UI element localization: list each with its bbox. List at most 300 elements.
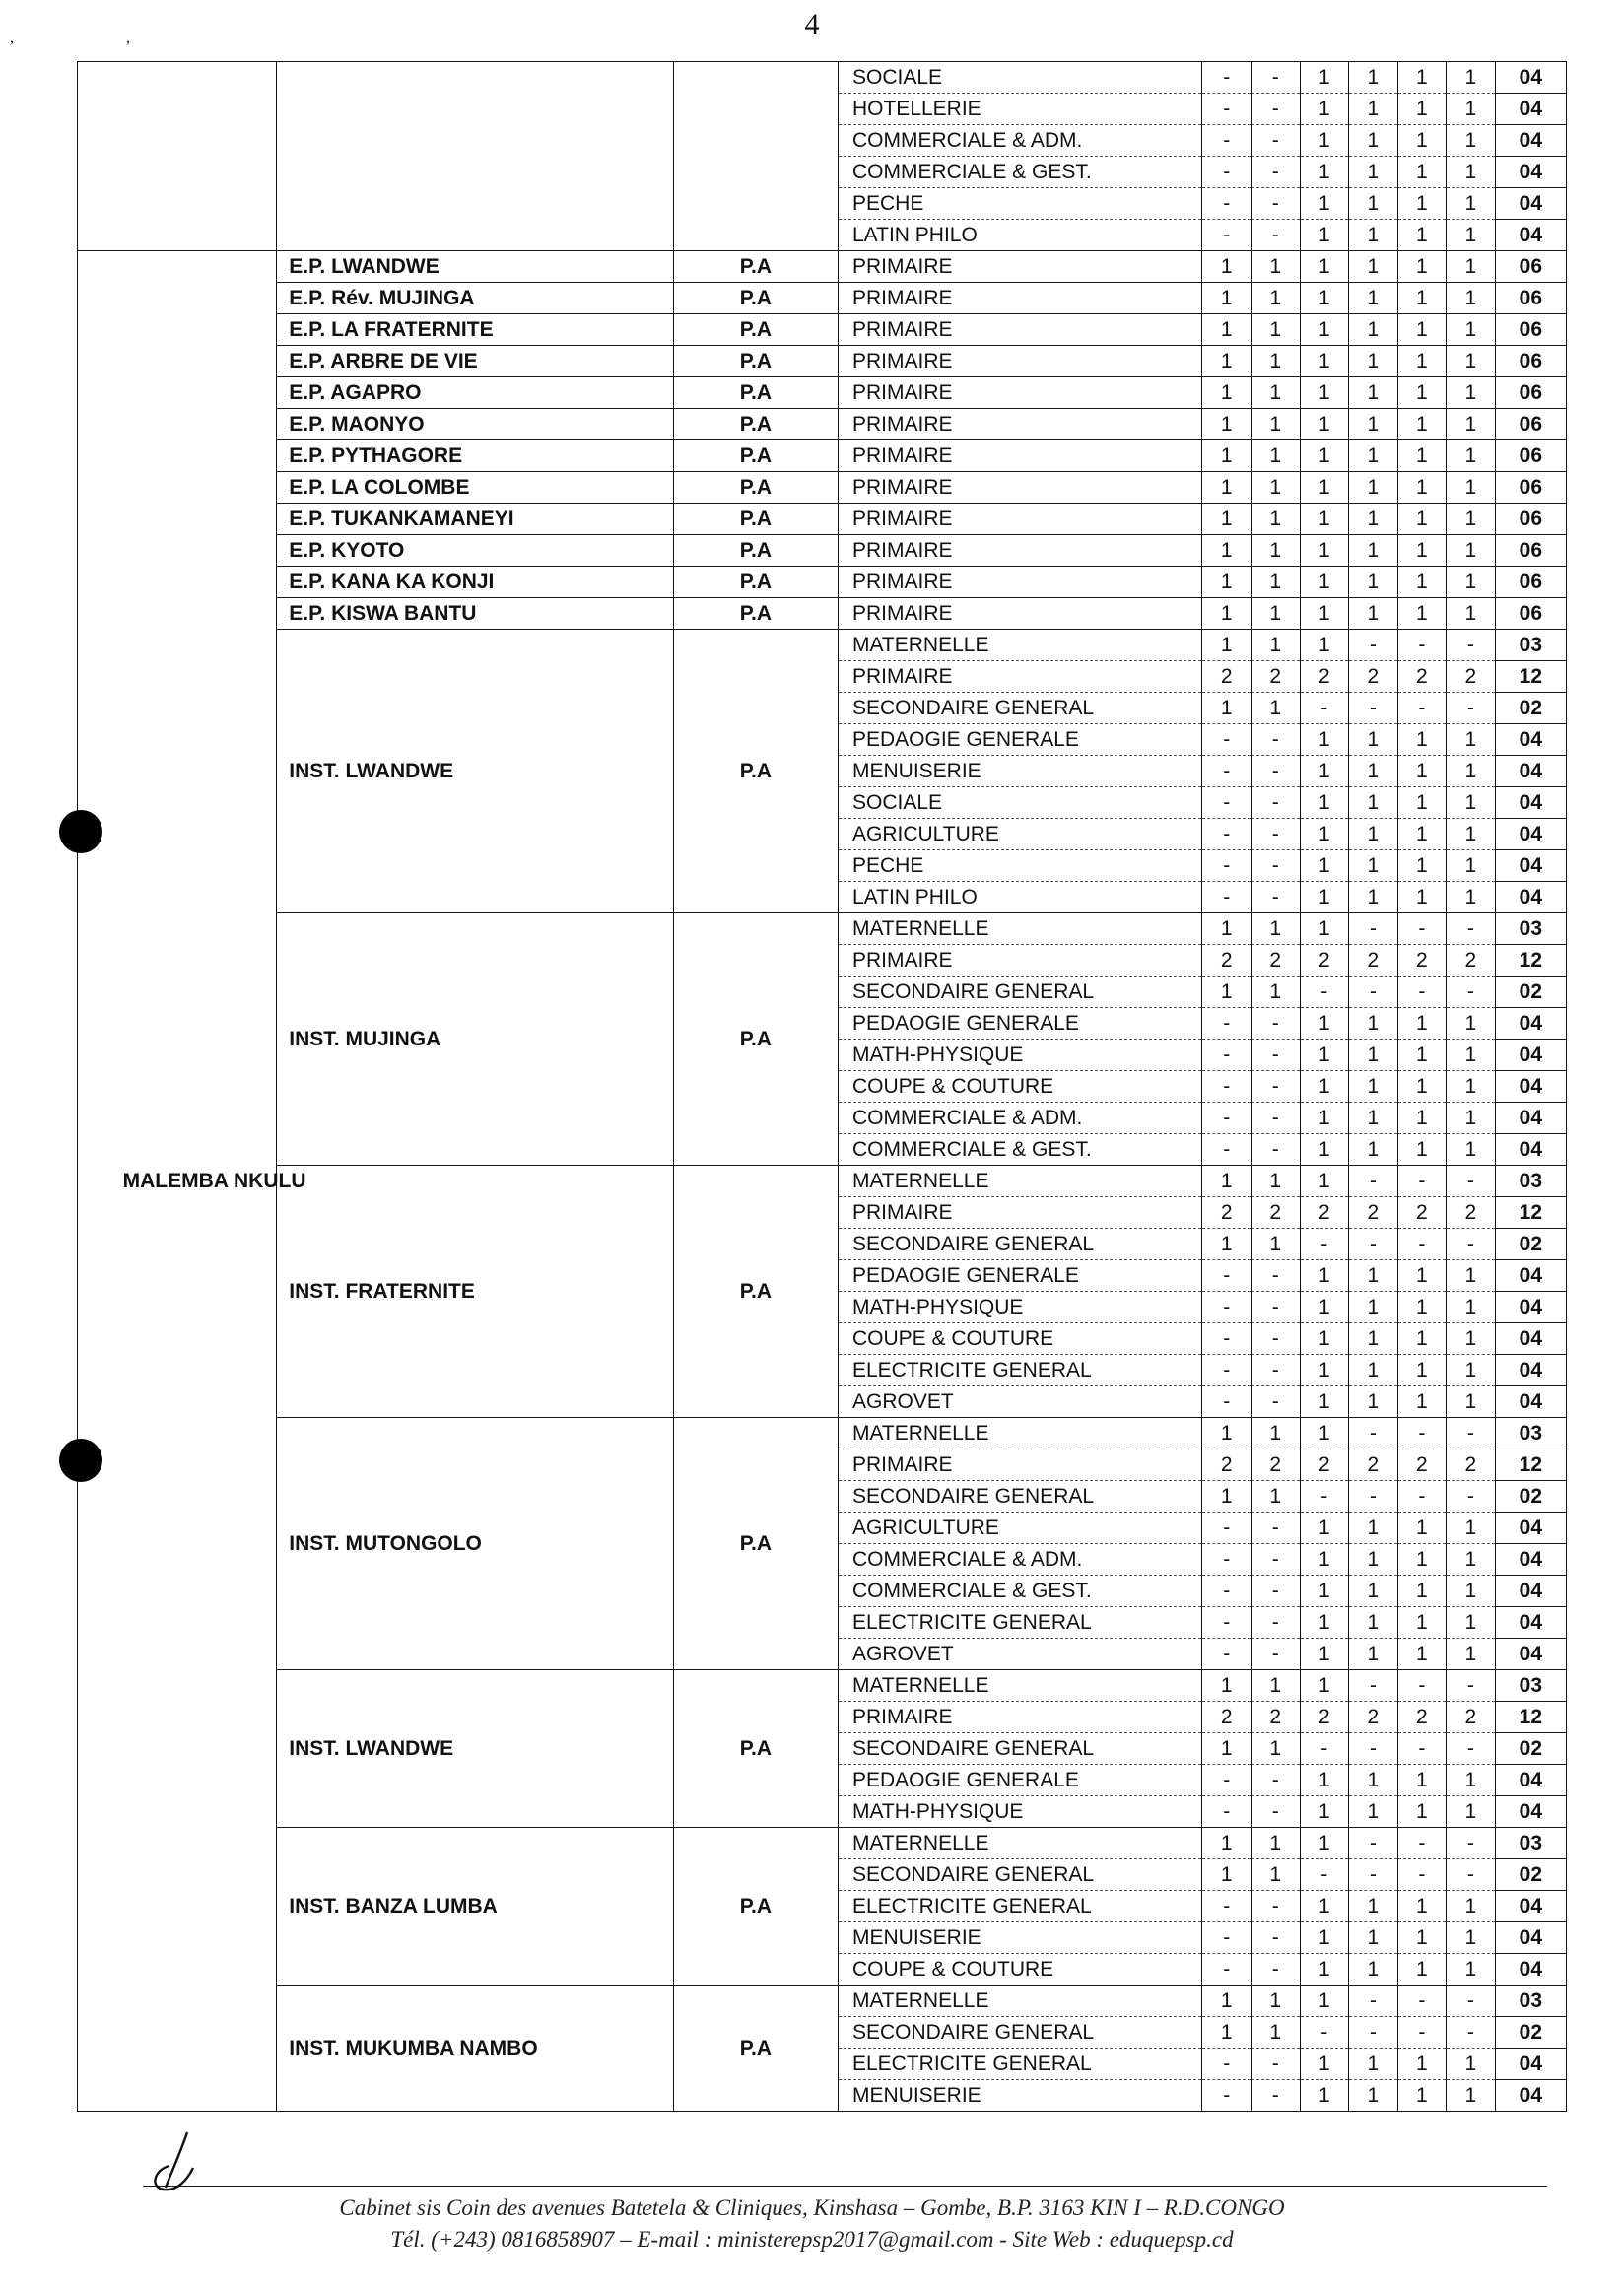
- class-count-6: 1: [1447, 1544, 1496, 1576]
- class-count-1: 1: [1202, 472, 1252, 504]
- class-count-6: -: [1447, 977, 1496, 1008]
- class-count-6: -: [1447, 1828, 1496, 1859]
- class-count-1: -: [1202, 1922, 1252, 1954]
- class-count-5: 2: [1397, 1702, 1447, 1733]
- regime-code: P.A: [673, 567, 838, 598]
- class-count-5: 1: [1397, 1260, 1447, 1292]
- class-count-2: -: [1252, 1922, 1301, 1954]
- class-count-5: 1: [1397, 819, 1447, 850]
- class-count-1: 1: [1202, 504, 1252, 535]
- class-count-5: 1: [1397, 850, 1447, 882]
- class-count-2: -: [1252, 1954, 1301, 1986]
- class-count-4: 2: [1349, 1702, 1398, 1733]
- school-name: E.P. KYOTO: [277, 535, 674, 567]
- option-name: PRIMAIRE: [838, 598, 1201, 630]
- school-name: INST. BANZA LUMBA: [277, 1828, 674, 1986]
- class-count-4: -: [1349, 693, 1398, 724]
- row-total: 12: [1495, 1449, 1566, 1481]
- class-count-3: 1: [1300, 314, 1349, 346]
- class-count-6: 1: [1447, 1071, 1496, 1103]
- row-total: 04: [1495, 1922, 1566, 1954]
- class-count-1: -: [1202, 1103, 1252, 1134]
- class-count-2: 1: [1252, 1670, 1301, 1702]
- class-count-5: 1: [1397, 2080, 1447, 2112]
- class-count-2: 1: [1252, 1828, 1301, 1859]
- school-name: E.P. KANA KA KONJI: [277, 567, 674, 598]
- class-count-2: 1: [1252, 472, 1301, 504]
- class-count-5: -: [1397, 1166, 1447, 1197]
- class-count-5: 1: [1397, 504, 1447, 535]
- class-count-2: 1: [1252, 1986, 1301, 2017]
- class-count-2: 2: [1252, 1449, 1301, 1481]
- row-total: 04: [1495, 756, 1566, 787]
- class-count-4: 1: [1349, 1796, 1398, 1828]
- row-total: 06: [1495, 283, 1566, 314]
- class-count-2: -: [1252, 850, 1301, 882]
- table-row: [78, 1670, 1567, 1702]
- class-count-4: 1: [1349, 1765, 1398, 1796]
- class-count-3: 1: [1300, 283, 1349, 314]
- regime-code: P.A: [673, 1670, 838, 1828]
- class-count-3: 1: [1300, 2049, 1349, 2080]
- class-count-3: 2: [1300, 945, 1349, 977]
- row-total: 04: [1495, 1607, 1566, 1639]
- school-name: INST. LWANDWE: [277, 630, 674, 913]
- class-count-3: -: [1300, 2017, 1349, 2049]
- row-total: 06: [1495, 504, 1566, 535]
- class-count-1: -: [1202, 1639, 1252, 1670]
- class-count-5: 1: [1397, 1513, 1447, 1544]
- class-count-5: -: [1397, 1859, 1447, 1891]
- regime-code: P.A: [673, 1418, 838, 1670]
- table-row: [78, 535, 1567, 567]
- class-count-4: -: [1349, 1481, 1398, 1513]
- table-row: [78, 314, 1567, 346]
- school-name: E.P. LA FRATERNITE: [277, 314, 674, 346]
- location-cell-empty: [78, 62, 277, 251]
- class-count-2: 1: [1252, 567, 1301, 598]
- row-total: 04: [1495, 220, 1566, 251]
- class-count-4: 1: [1349, 1544, 1398, 1576]
- option-name: MATERNELLE: [838, 630, 1201, 661]
- class-count-1: -: [1202, 1355, 1252, 1386]
- regime-code: P.A: [673, 1828, 838, 1986]
- row-total: 04: [1495, 1355, 1566, 1386]
- option-name: MATH-PHYSIQUE: [838, 1292, 1201, 1323]
- class-count-1: 1: [1202, 567, 1252, 598]
- regime-code: P.A: [673, 440, 838, 472]
- class-count-6: 2: [1447, 1197, 1496, 1229]
- row-total: 04: [1495, 1134, 1566, 1166]
- option-name: MENUISERIE: [838, 756, 1201, 787]
- class-count-4: 1: [1349, 1922, 1398, 1954]
- option-name: PRIMAIRE: [838, 377, 1201, 409]
- class-count-1: 1: [1202, 1828, 1252, 1859]
- class-count-3: 2: [1300, 1449, 1349, 1481]
- regime-code: P.A: [673, 913, 838, 1166]
- row-total: 04: [1495, 1544, 1566, 1576]
- table-row: [78, 251, 1567, 283]
- class-count-3: 1: [1300, 1355, 1349, 1386]
- class-count-4: 1: [1349, 850, 1398, 882]
- class-count-3: 1: [1300, 913, 1349, 945]
- option-name: COUPE & COUTURE: [838, 1071, 1201, 1103]
- class-count-5: 1: [1397, 598, 1447, 630]
- class-count-6: 1: [1447, 377, 1496, 409]
- class-count-1: 1: [1202, 1481, 1252, 1513]
- option-name: PRIMAIRE: [838, 1702, 1201, 1733]
- class-count-5: 1: [1397, 157, 1447, 188]
- class-count-1: -: [1202, 1292, 1252, 1323]
- class-count-2: -: [1252, 1071, 1301, 1103]
- class-count-3: -: [1300, 1481, 1349, 1513]
- row-total: 06: [1495, 567, 1566, 598]
- class-count-1: 1: [1202, 1986, 1252, 2017]
- option-name: COMMERCIALE & ADM.: [838, 1103, 1201, 1134]
- class-count-5: 1: [1397, 1922, 1447, 1954]
- row-total: 04: [1495, 1891, 1566, 1922]
- class-count-1: 2: [1202, 1197, 1252, 1229]
- class-count-4: 1: [1349, 1355, 1398, 1386]
- class-count-3: -: [1300, 1733, 1349, 1765]
- class-count-5: -: [1397, 1481, 1447, 1513]
- class-count-4: 1: [1349, 882, 1398, 913]
- class-count-4: 1: [1349, 567, 1398, 598]
- class-count-1: -: [1202, 882, 1252, 913]
- class-count-1: -: [1202, 1765, 1252, 1796]
- class-count-3: 1: [1300, 1260, 1349, 1292]
- class-count-5: -: [1397, 2017, 1447, 2049]
- class-count-2: 1: [1252, 283, 1301, 314]
- row-total: 12: [1495, 1702, 1566, 1733]
- class-count-2: -: [1252, 787, 1301, 819]
- schools-table: [77, 61, 1567, 2112]
- school-name: INST. LWANDWE: [277, 1670, 674, 1828]
- class-count-3: -: [1300, 977, 1349, 1008]
- class-count-2: 1: [1252, 251, 1301, 283]
- class-count-2: -: [1252, 1639, 1301, 1670]
- class-count-6: -: [1447, 1481, 1496, 1513]
- class-count-2: -: [1252, 94, 1301, 125]
- class-count-3: 1: [1300, 756, 1349, 787]
- option-name: AGRICULTURE: [838, 819, 1201, 850]
- class-count-6: 1: [1447, 1386, 1496, 1418]
- class-count-2: 2: [1252, 661, 1301, 693]
- class-count-4: 1: [1349, 787, 1398, 819]
- class-count-2: 1: [1252, 1418, 1301, 1449]
- class-count-5: 1: [1397, 125, 1447, 157]
- option-name: MATERNELLE: [838, 1670, 1201, 1702]
- table-row: [78, 346, 1567, 377]
- option-name: PRIMAIRE: [838, 1197, 1201, 1229]
- class-count-6: 1: [1447, 314, 1496, 346]
- class-count-3: 1: [1300, 62, 1349, 94]
- option-name: MATERNELLE: [838, 1166, 1201, 1197]
- class-count-4: 1: [1349, 1576, 1398, 1607]
- footer-contact: Tél. (+243) 0816858907 – E-mail : ministerepsp2017@gmail.com - Site Web : eduquepsp.cd: [390, 2227, 1234, 2252]
- class-count-5: 1: [1397, 1386, 1447, 1418]
- class-count-4: 1: [1349, 1071, 1398, 1103]
- class-count-6: 1: [1447, 535, 1496, 567]
- class-count-2: 1: [1252, 977, 1301, 1008]
- class-count-6: 1: [1447, 346, 1496, 377]
- class-count-5: -: [1397, 1418, 1447, 1449]
- option-name: PEDAOGIE GENERALE: [838, 1008, 1201, 1040]
- school-name: E.P. LA COLOMBE: [277, 472, 674, 504]
- class-count-3: 1: [1300, 220, 1349, 251]
- class-count-4: 1: [1349, 346, 1398, 377]
- class-count-5: 1: [1397, 314, 1447, 346]
- class-count-6: 1: [1447, 1260, 1496, 1292]
- class-count-4: 1: [1349, 1639, 1398, 1670]
- school-name: E.P. MAONYO: [277, 409, 674, 440]
- class-count-4: 1: [1349, 598, 1398, 630]
- class-count-6: 1: [1447, 1355, 1496, 1386]
- class-count-1: -: [1202, 1134, 1252, 1166]
- class-count-4: 2: [1349, 1449, 1398, 1481]
- option-name: SECONDAIRE GENERAL: [838, 2017, 1201, 2049]
- class-count-2: 1: [1252, 1229, 1301, 1260]
- class-count-1: -: [1202, 850, 1252, 882]
- class-count-3: 1: [1300, 1607, 1349, 1639]
- class-count-1: 1: [1202, 346, 1252, 377]
- class-count-6: 1: [1447, 1134, 1496, 1166]
- class-count-3: 1: [1300, 1386, 1349, 1418]
- class-count-1: 1: [1202, 535, 1252, 567]
- class-count-1: -: [1202, 94, 1252, 125]
- option-name: MENUISERIE: [838, 2080, 1201, 2112]
- class-count-5: 2: [1397, 1197, 1447, 1229]
- class-count-5: 1: [1397, 220, 1447, 251]
- class-count-3: 1: [1300, 1639, 1349, 1670]
- row-total: 04: [1495, 724, 1566, 756]
- class-count-2: 2: [1252, 945, 1301, 977]
- row-total: 06: [1495, 472, 1566, 504]
- row-total: 04: [1495, 819, 1566, 850]
- class-count-2: -: [1252, 62, 1301, 94]
- class-count-1: -: [1202, 1008, 1252, 1040]
- class-count-3: 1: [1300, 377, 1349, 409]
- row-total: 06: [1495, 251, 1566, 283]
- regime-code: P.A: [673, 346, 838, 377]
- page-number: 4: [804, 8, 820, 40]
- class-count-3: 1: [1300, 1544, 1349, 1576]
- class-count-2: -: [1252, 220, 1301, 251]
- table-row: [78, 1828, 1567, 1859]
- option-name: MATERNELLE: [838, 1828, 1201, 1859]
- class-count-5: 1: [1397, 1891, 1447, 1922]
- class-count-6: -: [1447, 1986, 1496, 2017]
- class-count-5: -: [1397, 630, 1447, 661]
- class-count-3: 1: [1300, 1292, 1349, 1323]
- option-name: SECONDAIRE GENERAL: [838, 977, 1201, 1008]
- class-count-5: 1: [1397, 62, 1447, 94]
- class-count-6: 1: [1447, 157, 1496, 188]
- class-count-2: -: [1252, 1796, 1301, 1828]
- school-name: INST. MUJINGA: [277, 913, 674, 1166]
- class-count-4: -: [1349, 630, 1398, 661]
- row-total: 04: [1495, 188, 1566, 220]
- class-count-1: 1: [1202, 377, 1252, 409]
- class-count-3: 1: [1300, 1765, 1349, 1796]
- class-count-1: -: [1202, 1513, 1252, 1544]
- option-name: COMMERCIALE & ADM.: [838, 1544, 1201, 1576]
- class-count-6: 1: [1447, 882, 1496, 913]
- class-count-1: 2: [1202, 945, 1252, 977]
- class-count-5: 1: [1397, 1071, 1447, 1103]
- row-total: 02: [1495, 977, 1566, 1008]
- row-total: 04: [1495, 1040, 1566, 1071]
- class-count-5: 1: [1397, 1796, 1447, 1828]
- option-name: SOCIALE: [838, 787, 1201, 819]
- class-count-3: 1: [1300, 1103, 1349, 1134]
- class-count-6: 1: [1447, 1954, 1496, 1986]
- class-count-6: 1: [1447, 819, 1496, 850]
- row-total: 06: [1495, 409, 1566, 440]
- class-count-4: -: [1349, 1986, 1398, 2017]
- class-count-1: -: [1202, 1891, 1252, 1922]
- class-count-4: -: [1349, 977, 1398, 1008]
- class-count-4: -: [1349, 1166, 1398, 1197]
- option-name: COMMERCIALE & GEST.: [838, 1576, 1201, 1607]
- class-count-4: 1: [1349, 756, 1398, 787]
- option-name: COMMERCIALE & GEST.: [838, 157, 1201, 188]
- row-total: 04: [1495, 850, 1566, 882]
- class-count-6: 1: [1447, 440, 1496, 472]
- row-total: 04: [1495, 1103, 1566, 1134]
- row-total: 04: [1495, 787, 1566, 819]
- option-name: HOTELLERIE: [838, 94, 1201, 125]
- row-total: 02: [1495, 1733, 1566, 1765]
- class-count-3: 1: [1300, 535, 1349, 567]
- row-total: 06: [1495, 346, 1566, 377]
- class-count-1: 1: [1202, 1859, 1252, 1891]
- class-count-1: -: [1202, 756, 1252, 787]
- row-total: 04: [1495, 1260, 1566, 1292]
- table-row: [78, 1418, 1567, 1449]
- class-count-5: 1: [1397, 567, 1447, 598]
- option-name: MATERNELLE: [838, 913, 1201, 945]
- class-count-6: 1: [1447, 1765, 1496, 1796]
- class-count-3: 1: [1300, 94, 1349, 125]
- class-count-3: 1: [1300, 157, 1349, 188]
- row-total: 03: [1495, 630, 1566, 661]
- table-row: [78, 504, 1567, 535]
- class-count-4: 2: [1349, 1197, 1398, 1229]
- class-count-2: -: [1252, 1260, 1301, 1292]
- row-total: 04: [1495, 882, 1566, 913]
- class-count-6: 1: [1447, 504, 1496, 535]
- class-count-1: 1: [1202, 913, 1252, 945]
- class-count-5: 1: [1397, 1103, 1447, 1134]
- table-row: [78, 377, 1567, 409]
- option-name: COMMERCIALE & ADM.: [838, 125, 1201, 157]
- option-name: SECONDAIRE GENERAL: [838, 693, 1201, 724]
- class-count-1: -: [1202, 1040, 1252, 1071]
- class-count-4: 1: [1349, 377, 1398, 409]
- class-count-2: -: [1252, 724, 1301, 756]
- option-name: MATERNELLE: [838, 1986, 1201, 2017]
- school-name: E.P. KISWA BANTU: [277, 598, 674, 630]
- class-count-2: 1: [1252, 377, 1301, 409]
- class-count-2: -: [1252, 1103, 1301, 1134]
- class-count-4: 1: [1349, 94, 1398, 125]
- row-total: 04: [1495, 1765, 1566, 1796]
- class-count-3: 2: [1300, 1702, 1349, 1733]
- class-count-4: -: [1349, 1733, 1398, 1765]
- class-count-2: 1: [1252, 1481, 1301, 1513]
- row-total: 12: [1495, 945, 1566, 977]
- row-total: 04: [1495, 1954, 1566, 1986]
- school-name: [277, 62, 674, 251]
- class-count-6: 2: [1447, 1702, 1496, 1733]
- class-count-3: 1: [1300, 850, 1349, 882]
- class-count-5: 1: [1397, 1765, 1447, 1796]
- class-count-3: 1: [1300, 787, 1349, 819]
- school-name: E.P. TUKANKAMANEYI: [277, 504, 674, 535]
- option-name: PRIMAIRE: [838, 346, 1201, 377]
- class-count-1: 1: [1202, 630, 1252, 661]
- row-total: 02: [1495, 1229, 1566, 1260]
- class-count-2: -: [1252, 819, 1301, 850]
- option-name: PRIMAIRE: [838, 567, 1201, 598]
- option-name: PRIMAIRE: [838, 472, 1201, 504]
- class-count-5: 2: [1397, 1449, 1447, 1481]
- location-name: MALEMBA NKULU: [122, 1169, 306, 1192]
- class-count-6: -: [1447, 630, 1496, 661]
- class-count-4: 1: [1349, 283, 1398, 314]
- regime-code: [673, 62, 838, 251]
- school-name: INST. FRATERNITE: [277, 1166, 674, 1418]
- class-count-5: -: [1397, 693, 1447, 724]
- class-count-5: 1: [1397, 1040, 1447, 1071]
- class-count-2: 2: [1252, 1702, 1301, 1733]
- class-count-5: 1: [1397, 188, 1447, 220]
- class-count-3: 1: [1300, 1134, 1349, 1166]
- row-total: 04: [1495, 1796, 1566, 1828]
- regime-code: P.A: [673, 1166, 838, 1418]
- class-count-3: 1: [1300, 1828, 1349, 1859]
- class-count-6: -: [1447, 1670, 1496, 1702]
- row-total: 02: [1495, 693, 1566, 724]
- class-count-6: -: [1447, 1859, 1496, 1891]
- regime-code: P.A: [673, 251, 838, 283]
- class-count-1: 1: [1202, 598, 1252, 630]
- class-count-3: 1: [1300, 1670, 1349, 1702]
- class-count-3: 1: [1300, 1040, 1349, 1071]
- row-total: 02: [1495, 1859, 1566, 1891]
- class-count-6: 1: [1447, 724, 1496, 756]
- class-count-4: 2: [1349, 661, 1398, 693]
- class-count-4: 1: [1349, 2080, 1398, 2112]
- class-count-1: -: [1202, 1954, 1252, 1986]
- class-count-5: 1: [1397, 1292, 1447, 1323]
- class-count-6: 1: [1447, 1639, 1496, 1670]
- option-name: PRIMAIRE: [838, 661, 1201, 693]
- class-count-1: 1: [1202, 314, 1252, 346]
- class-count-2: -: [1252, 2049, 1301, 2080]
- class-count-4: 1: [1349, 535, 1398, 567]
- class-count-6: -: [1447, 693, 1496, 724]
- option-name: AGRICULTURE: [838, 1513, 1201, 1544]
- class-count-5: 1: [1397, 1323, 1447, 1355]
- row-total: 06: [1495, 598, 1566, 630]
- class-count-6: 1: [1447, 62, 1496, 94]
- class-count-1: -: [1202, 724, 1252, 756]
- class-count-5: 1: [1397, 1954, 1447, 1986]
- class-count-4: 1: [1349, 409, 1398, 440]
- class-count-3: 1: [1300, 882, 1349, 913]
